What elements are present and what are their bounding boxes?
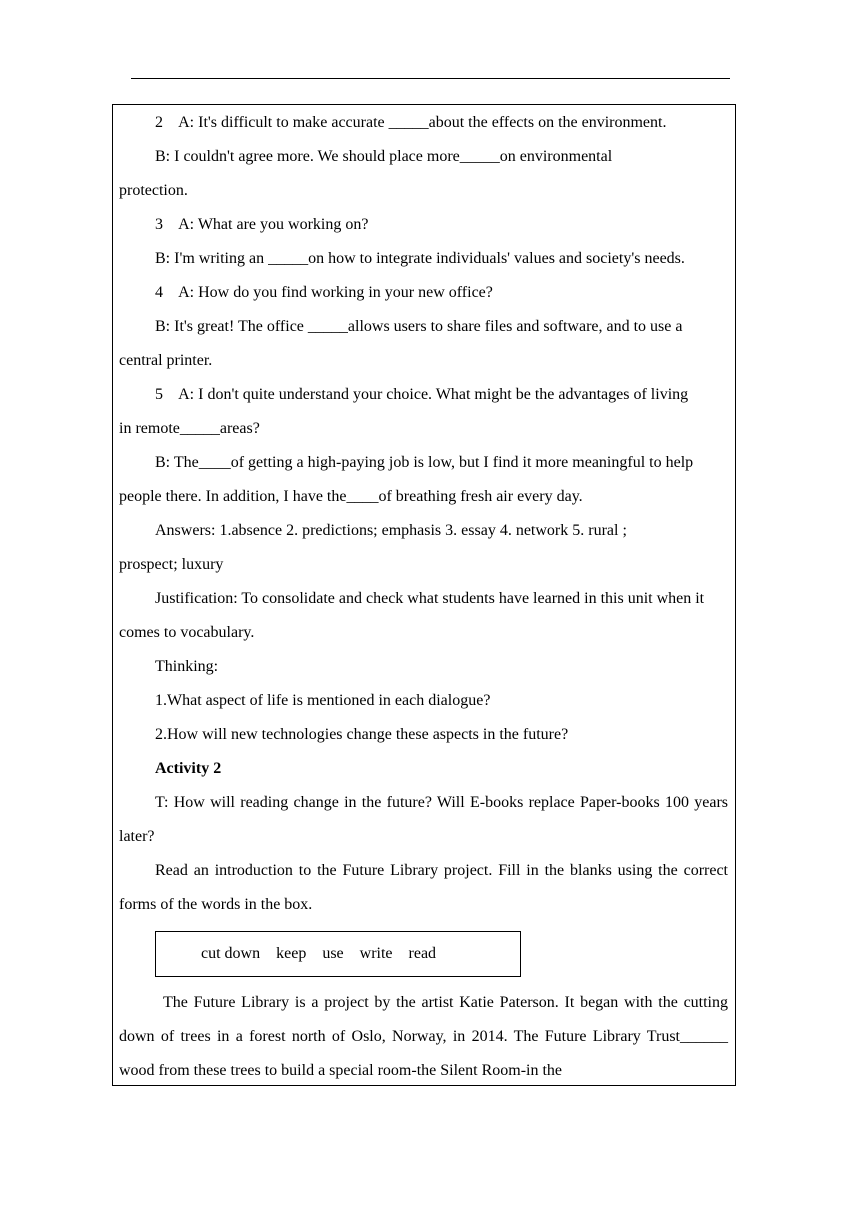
lesson-content (119, 106, 728, 1088)
dialogue-4a: 4 A: How do you find working in your new office? (155, 284, 493, 301)
dialogue-3a: 3 A: What are you working on? (155, 216, 369, 233)
justification: Justification: To consolidate and check what students have learned in this unit when it comes to vocabulary. (119, 590, 705, 641)
teacher-question: T: How will reading change in the future? Will E-books replace Paper-books 100 years later? (119, 794, 728, 845)
reading-passage: The Future Library is a project by the artist Katie Paterson. It began with the cutting down of trees in a forest north of Oslo, Norway, in 2014. The Future Library Trust______ wood from these trees to build a special room-the Silent Room-in the (119, 994, 728, 1079)
thinking-heading: Thinking: (155, 658, 219, 675)
instruction: Read an introduction to the Future Library project. Fill in the blanks using the correct forms of the words in the box. (119, 862, 728, 913)
dialogue-2b: B: I couldn't agree more. We should place more_____on environmental protection. (119, 148, 613, 199)
dialogue-2a: 2 A: It's difficult to make accurate _____about the effects on the environment. (155, 114, 667, 131)
activity-heading: Activity 2 (155, 760, 222, 777)
word-box-item: use (322, 945, 344, 962)
thinking-question-2: 2.How will new technologies change these aspects in the future? (155, 726, 569, 743)
answers: Answers: 1.absence 2. predictions; emphasis 3. essay 4. network 5. rural ; prospect; luxury (119, 522, 627, 573)
dialogue-5a: 5 A: I don't quite understand your choice. What might be the advantages of living in remote_____areas? (119, 386, 693, 437)
word-box-item: cut down (201, 945, 261, 962)
dialogue-4b: B: It's great! The office _____allows users to share files and software, and to use a central printer. (119, 318, 683, 369)
thinking-question-1: 1.What aspect of life is mentioned in each dialogue? (155, 692, 491, 709)
dialogue-3b: B: I'm writing an _____on how to integrate individuals' values and society's needs. (155, 250, 685, 267)
word-box (155, 931, 521, 977)
word-box-item: read (408, 945, 437, 962)
header-rule (131, 78, 730, 79)
word-box-item: keep (276, 945, 307, 962)
word-box-item: write (359, 945, 393, 962)
dialogue-5b: B: The____of getting a high-paying job is low, but I find it more meaningful to help people there. In addition, I have the____of breathing fresh air every day. (119, 454, 694, 505)
